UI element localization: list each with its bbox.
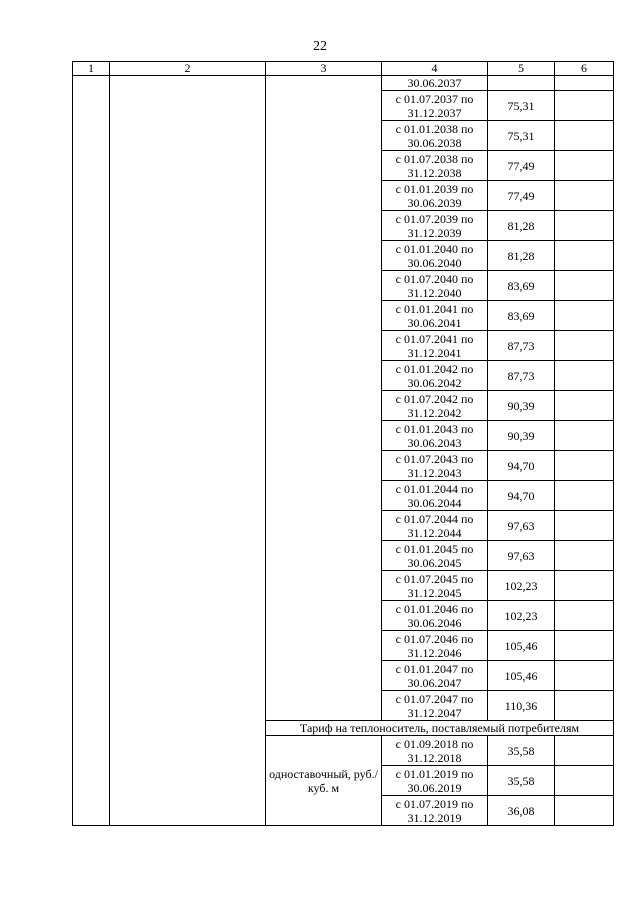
empty-cell xyxy=(555,211,614,241)
column-header: 3 xyxy=(266,62,382,76)
tariff-table xyxy=(72,61,614,826)
period-cell xyxy=(382,181,488,211)
period-to: 31.12.2046 xyxy=(407,645,462,660)
column-header: 1 xyxy=(73,62,110,76)
period-from: с 01.07.2043 по xyxy=(395,451,474,466)
empty-cell xyxy=(555,391,614,421)
value-cell: 81,28 xyxy=(488,241,555,271)
value-cell: 97,63 xyxy=(488,511,555,541)
period-to: 31.12.2040 xyxy=(407,285,462,300)
empty-cell xyxy=(555,361,614,391)
period-cell xyxy=(382,151,488,181)
period-to: 30.06.2019 xyxy=(407,780,462,795)
period-from: с 01.01.2042 по xyxy=(395,361,474,376)
period-cell xyxy=(382,361,488,391)
empty-cell xyxy=(555,451,614,481)
period-from: с 01.07.2041 по xyxy=(395,331,474,346)
period-to: 31.12.2019 xyxy=(407,810,462,825)
value-cell: 97,63 xyxy=(488,541,555,571)
period-to: 30.06.2045 xyxy=(407,555,462,570)
period-cell xyxy=(382,511,488,541)
period-to: 30.06.2043 xyxy=(407,435,462,450)
period-from: с 01.07.2040 по xyxy=(395,271,474,286)
period-cell xyxy=(382,331,488,361)
period-cell xyxy=(382,766,488,796)
section-title: Тариф на теплоноситель, поставляемый потребителям xyxy=(266,721,614,736)
period-to: 30.06.2039 xyxy=(407,195,462,210)
empty-cell xyxy=(73,76,110,826)
value-cell: 90,39 xyxy=(488,391,555,421)
value-cell: 105,46 xyxy=(488,661,555,691)
value-cell: 75,31 xyxy=(488,91,555,121)
empty-cell xyxy=(555,511,614,541)
period-to: 31.12.2039 xyxy=(407,225,462,240)
tariff-type-cell: одноставочный, руб./куб. м xyxy=(266,736,382,826)
period-cell xyxy=(382,241,488,271)
period-to: 30.06.2047 xyxy=(407,675,462,690)
period-cell xyxy=(382,541,488,571)
column-header: 6 xyxy=(555,62,614,76)
page-number: 22 xyxy=(313,39,327,54)
period-from: с 01.01.2047 по xyxy=(395,661,474,676)
empty-cell xyxy=(555,271,614,301)
period-from: с 01.09.2018 по xyxy=(395,736,474,751)
period-to: 31.12.2041 xyxy=(407,345,462,360)
period-cell xyxy=(382,301,488,331)
period-from: с 01.01.2043 по xyxy=(395,421,474,436)
empty-cell xyxy=(555,301,614,331)
period-from: с 01.01.2040 по xyxy=(395,241,474,256)
value-cell: 87,73 xyxy=(488,331,555,361)
period-to: 31.12.2038 xyxy=(407,165,462,180)
empty-cell xyxy=(555,241,614,271)
value-cell xyxy=(488,76,555,91)
value-cell: 105,46 xyxy=(488,631,555,661)
empty-cell xyxy=(555,91,614,121)
empty-cell xyxy=(555,76,614,91)
value-cell: 35,58 xyxy=(488,766,555,796)
empty-cell xyxy=(110,76,266,826)
period-from: с 01.01.2019 по xyxy=(395,766,474,781)
period-cell xyxy=(382,211,488,241)
period-from: с 01.07.2038 по xyxy=(395,151,474,166)
period-cell xyxy=(382,631,488,661)
period-cell: 30.06.2037 xyxy=(382,76,488,91)
period-from: с 01.07.2039 по xyxy=(395,211,474,226)
period-cell xyxy=(382,451,488,481)
table-row xyxy=(73,76,614,91)
empty-cell xyxy=(266,76,382,721)
period-to: 31.12.2044 xyxy=(407,525,462,540)
period-cell xyxy=(382,691,488,721)
period-cell xyxy=(382,601,488,631)
value-cell: 110,36 xyxy=(488,691,555,721)
period-cell xyxy=(382,91,488,121)
period-from: с 01.07.2019 по xyxy=(395,796,474,811)
empty-cell xyxy=(555,421,614,451)
value-cell: 35,58 xyxy=(488,736,555,766)
period-to: 31.12.2042 xyxy=(407,405,462,420)
period-to: 30.06.2044 xyxy=(407,495,462,510)
period-from: с 01.01.2041 по xyxy=(395,301,474,316)
empty-cell xyxy=(555,151,614,181)
period-cell xyxy=(382,661,488,691)
value-cell: 77,49 xyxy=(488,181,555,211)
period-to: 30.06.2038 xyxy=(407,135,462,150)
period-cell xyxy=(382,421,488,451)
empty-cell xyxy=(555,796,614,826)
value-cell: 83,69 xyxy=(488,301,555,331)
column-header: 2 xyxy=(110,62,266,76)
period-from: с 01.07.2047 по xyxy=(395,691,474,706)
period-to: 31.12.2043 xyxy=(407,465,462,480)
empty-cell xyxy=(555,331,614,361)
empty-cell xyxy=(555,181,614,211)
empty-cell xyxy=(555,541,614,571)
period-cell xyxy=(382,736,488,766)
period-to: 30.06.2042 xyxy=(407,375,462,390)
period-to: 31.12.2037 xyxy=(407,105,462,120)
empty-cell xyxy=(555,766,614,796)
period-from: с 01.07.2044 по xyxy=(395,511,474,526)
period-cell xyxy=(382,571,488,601)
value-cell: 94,70 xyxy=(488,481,555,511)
period-from: с 01.01.2046 по xyxy=(395,601,474,616)
value-cell: 77,49 xyxy=(488,151,555,181)
column-header: 4 xyxy=(382,62,488,76)
period-to: 31.12.2047 xyxy=(407,705,462,720)
value-cell: 81,28 xyxy=(488,211,555,241)
value-cell: 36,08 xyxy=(488,796,555,826)
empty-cell xyxy=(555,121,614,151)
column-header: 5 xyxy=(488,62,555,76)
period-cell xyxy=(382,391,488,421)
empty-cell xyxy=(555,631,614,661)
period-from: с 01.01.2044 по xyxy=(395,481,474,496)
empty-cell xyxy=(555,661,614,691)
period-from: с 01.07.2037 по xyxy=(395,91,474,106)
empty-cell xyxy=(555,601,614,631)
period-from: с 01.01.2039 по xyxy=(395,181,474,196)
empty-cell xyxy=(555,736,614,766)
empty-cell xyxy=(555,691,614,721)
value-cell: 75,31 xyxy=(488,121,555,151)
period-from: с 01.01.2045 по xyxy=(395,541,474,556)
period-to: 30.06.2041 xyxy=(407,315,462,330)
period-from: с 01.01.2038 по xyxy=(395,121,474,136)
value-cell: 102,23 xyxy=(488,601,555,631)
period-to: 31.12.2045 xyxy=(407,585,462,600)
value-cell: 90,39 xyxy=(488,421,555,451)
value-cell: 87,73 xyxy=(488,361,555,391)
period-from: с 01.07.2042 по xyxy=(395,391,474,406)
period-cell xyxy=(382,481,488,511)
column-number-row xyxy=(73,62,614,76)
period-to: 31.12.2018 xyxy=(407,750,462,765)
period-cell xyxy=(382,271,488,301)
empty-cell xyxy=(555,481,614,511)
empty-cell xyxy=(555,571,614,601)
period-cell xyxy=(382,121,488,151)
period-from: с 01.07.2046 по xyxy=(395,631,474,646)
value-cell: 83,69 xyxy=(488,271,555,301)
period-from: с 01.07.2045 по xyxy=(395,571,474,586)
period-to: 30.06.2046 xyxy=(407,615,462,630)
value-cell: 102,23 xyxy=(488,571,555,601)
period-to: 30.06.2040 xyxy=(407,255,462,270)
value-cell: 94,70 xyxy=(488,451,555,481)
period-cell xyxy=(382,796,488,826)
